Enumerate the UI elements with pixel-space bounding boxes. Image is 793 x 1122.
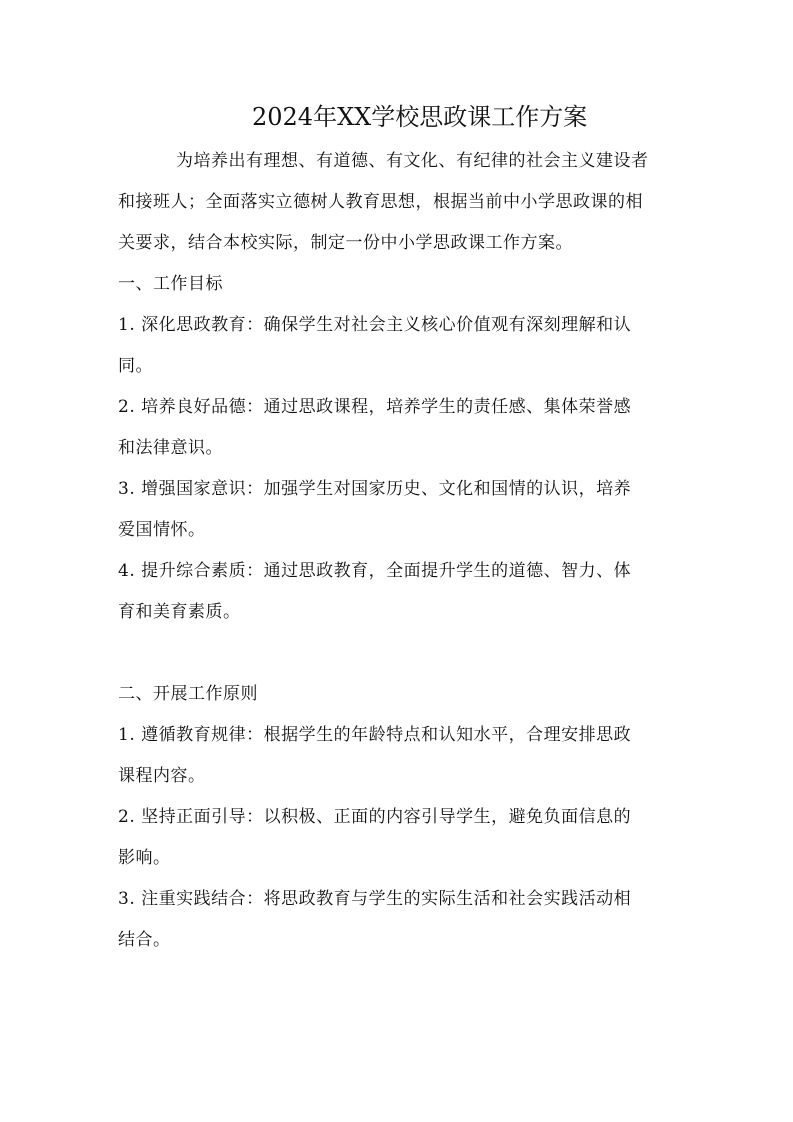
goal-3-line-1: 3. 增强国家意识：加强学生对国家历史、文化和国情的认识，培养 [118,479,632,499]
section-1-heading: 一、工作目标 [118,274,223,294]
intro-line-3: 关要求，结合本校实际，制定一份中小学思政课工作方案。 [118,233,573,253]
section-2-heading: 二、开展工作原则 [118,684,258,704]
principle-2-line-1: 2. 坚持正面引导：以积极、正面的内容引导学生，避免负面信息的 [118,807,632,827]
goal-2-line-1: 2. 培养良好品德：通过思政课程，培养学生的责任感、集体荣誉感 [118,397,632,417]
goal-4-line-2: 育和美育素质。 [118,602,241,622]
principle-1-line-2: 课程内容。 [118,766,206,786]
document-title: 2024年XX学校思政课工作方案 [252,103,588,131]
goal-1-line-2: 同。 [118,356,153,376]
intro-line-1: 为培养出有理想、有道德、有文化、有纪律的社会主义建设者 [176,151,649,171]
principle-1-line-1: 1. 遵循教育规律：根据学生的年龄特点和认知水平，合理安排思政 [118,725,632,745]
principle-3-line-1: 3. 注重实践结合：将思政教育与学生的实际生活和社会实践活动相 [118,889,632,909]
principle-2-line-2: 影响。 [118,848,171,868]
principle-3-line-2: 结合。 [118,930,171,950]
goal-1-line-1: 1. 深化思政教育：确保学生对社会主义核心价值观有深刻理解和认 [118,315,632,335]
intro-line-2: 和接班人；全面落实立德树人教育思想，根据当前中小学思政课的相 [118,192,643,212]
goal-2-line-2: 和法律意识。 [118,438,223,458]
goal-3-line-2: 爱国情怀。 [118,520,206,540]
goal-4-line-1: 4. 提升综合素质：通过思政教育，全面提升学生的道德、智力、体 [118,561,632,581]
